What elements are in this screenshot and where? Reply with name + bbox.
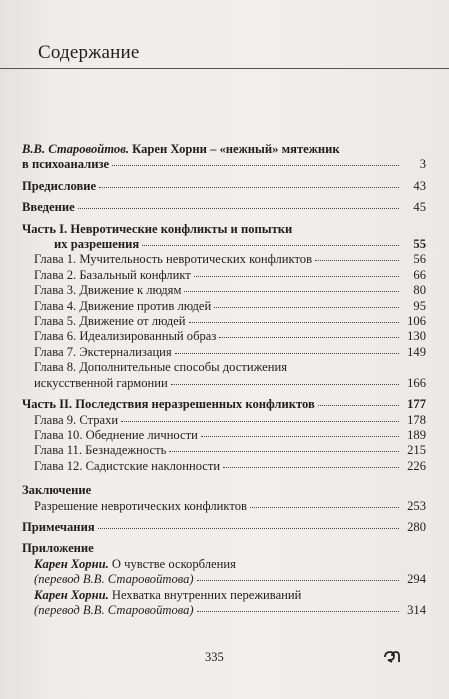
toc-title: О чувстве оскорбления xyxy=(108,556,236,571)
toc-entry-intro-essay[interactable] xyxy=(22,142,426,173)
toc-title: Приложение xyxy=(22,541,94,556)
leader-dots xyxy=(142,237,399,246)
toc-entry-chapter-11[interactable] xyxy=(34,443,426,458)
toc-entry-introduction[interactable] xyxy=(22,200,426,215)
toc-title: Глава 11. Безнадежность xyxy=(34,443,167,458)
toc-entry-chapter-1[interactable] xyxy=(34,252,426,267)
toc-page-number: 106 xyxy=(407,314,426,329)
leader-dots xyxy=(250,498,399,507)
toc-author: В.В. Старовойтов. xyxy=(22,142,129,156)
toc-entry-appendix-1[interactable] xyxy=(34,557,426,588)
toc-entry-chapter-4[interactable] xyxy=(34,299,426,314)
toc-title-line1: Карен Хорни – «нежный» мятежник xyxy=(128,142,340,156)
toc-entry-chapter-6[interactable] xyxy=(34,329,426,344)
toc-entry-chapter-7[interactable] xyxy=(34,345,426,360)
leader-dots xyxy=(169,443,399,452)
toc-page-number: 43 xyxy=(413,178,426,193)
toc-page-number: 95 xyxy=(413,298,426,313)
leader-dots xyxy=(99,179,399,188)
leader-dots xyxy=(318,397,399,406)
toc-title-line1: Глава 8. Дополнительные способы достижения xyxy=(34,360,287,375)
leader-dots xyxy=(214,299,399,308)
toc-entry-chapter-2[interactable] xyxy=(34,268,426,283)
leader-dots xyxy=(315,252,399,261)
toc-page-number: 177 xyxy=(407,397,426,412)
leader-dots xyxy=(112,157,399,166)
toc-title: Глава 3. Движение к людям xyxy=(34,283,182,298)
toc-title: Глава 4. Движение против людей xyxy=(34,298,212,313)
toc-title: Глава 2. Базальный конфликт xyxy=(34,267,191,282)
toc-title-line1: Часть I. Невротические конфликты и попытки xyxy=(22,221,293,236)
page-header xyxy=(0,30,449,70)
leader-dots xyxy=(223,459,399,468)
toc-page-number: 253 xyxy=(407,498,426,513)
toc-title: Глава 5. Движение от людей xyxy=(34,314,186,329)
toc-title: Введение xyxy=(22,200,75,215)
toc-page-number: 226 xyxy=(407,458,426,473)
toc-page-number: 56 xyxy=(413,252,426,267)
toc-entry-foreword[interactable] xyxy=(22,179,426,194)
toc-page-number: 45 xyxy=(413,200,426,215)
toc-entry-notes[interactable] xyxy=(22,520,426,535)
toc-page-number: 149 xyxy=(407,344,426,359)
toc-translator: (перевод В.В. Старовойтова) xyxy=(34,572,194,587)
leader-dots xyxy=(197,572,399,581)
toc-title: Глава 6. Идеализированный образ xyxy=(34,329,217,344)
toc-page-number: 66 xyxy=(413,267,426,282)
toc-entry-chapter-10[interactable] xyxy=(34,428,426,443)
toc-title-line2: искусственной гармонии xyxy=(34,375,168,390)
toc-entry-conclusion[interactable] xyxy=(22,483,426,514)
toc-title: Глава 10. Обеднение личности xyxy=(34,427,198,442)
toc-entry-chapter-9[interactable] xyxy=(34,413,426,428)
toc-entry-chapter-12[interactable] xyxy=(34,459,426,474)
page-number: 335 xyxy=(205,650,224,664)
toc-subtitle: Разрешение невротических конфликтов xyxy=(34,498,247,513)
leader-dots xyxy=(201,428,399,437)
leader-dots xyxy=(121,412,399,421)
toc-title: Глава 1. Мучительность невротических конфликтов xyxy=(34,252,313,267)
leader-dots xyxy=(189,314,399,323)
toc-entry-chapter-5[interactable] xyxy=(34,314,426,329)
toc-page-number: 294 xyxy=(407,572,426,587)
leader-dots xyxy=(171,376,399,385)
toc-page-number: 80 xyxy=(413,283,426,298)
toc-author: Карен Хорни. xyxy=(34,556,109,571)
toc-entry-part-2[interactable] xyxy=(22,397,426,412)
toc-title-line2: их разрешения xyxy=(54,237,140,252)
toc-title: Глава 7. Экстернализация xyxy=(34,344,172,359)
toc-page-number: 130 xyxy=(407,329,426,344)
toc-page-number: 280 xyxy=(407,519,426,534)
toc-title: Заключение xyxy=(22,483,92,498)
toc-author: Карен Хорни. xyxy=(34,587,109,602)
header-rule xyxy=(0,68,449,69)
toc-title: Часть II. Последствия неразрешенных конфликтов xyxy=(22,397,315,412)
toc-page-number: 55 xyxy=(413,237,426,252)
toc-title: Предисловие xyxy=(22,178,97,193)
toc-page-number: 178 xyxy=(407,412,426,427)
table-of-contents xyxy=(22,142,426,618)
leader-dots xyxy=(184,283,399,292)
toc-title: Примечания xyxy=(22,519,95,534)
toc-title: Глава 12. Садистские наклонности xyxy=(34,458,221,473)
toc-title-line2: в психоанализе xyxy=(22,157,110,172)
leader-dots xyxy=(194,268,399,277)
toc-translator: (перевод В.В. Старовойтова) xyxy=(34,602,194,617)
leader-dots xyxy=(175,345,399,354)
toc-entry-chapter-8[interactable] xyxy=(34,360,426,391)
leader-dots xyxy=(219,329,399,338)
leader-dots xyxy=(78,200,399,209)
page-title: Содержание xyxy=(38,42,140,63)
toc-page-number: 189 xyxy=(407,427,426,442)
toc-title: Нехватка внутренних переживаний xyxy=(108,587,302,602)
toc-page-number: 166 xyxy=(407,375,426,390)
toc-page-number: 215 xyxy=(407,443,426,458)
leader-dots xyxy=(98,520,399,529)
toc-entry-appendix[interactable] xyxy=(22,541,426,618)
toc-entry-appendix-2[interactable] xyxy=(34,588,426,619)
leader-dots xyxy=(197,603,399,612)
toc-page-number: 3 xyxy=(419,157,426,172)
toc-title: Глава 9. Страхи xyxy=(34,412,119,427)
publisher-logo-icon xyxy=(384,651,400,663)
toc-entry-chapter-3[interactable] xyxy=(34,283,426,298)
toc-entry-part-1[interactable] xyxy=(22,222,426,253)
toc-page-number: 314 xyxy=(407,602,426,617)
